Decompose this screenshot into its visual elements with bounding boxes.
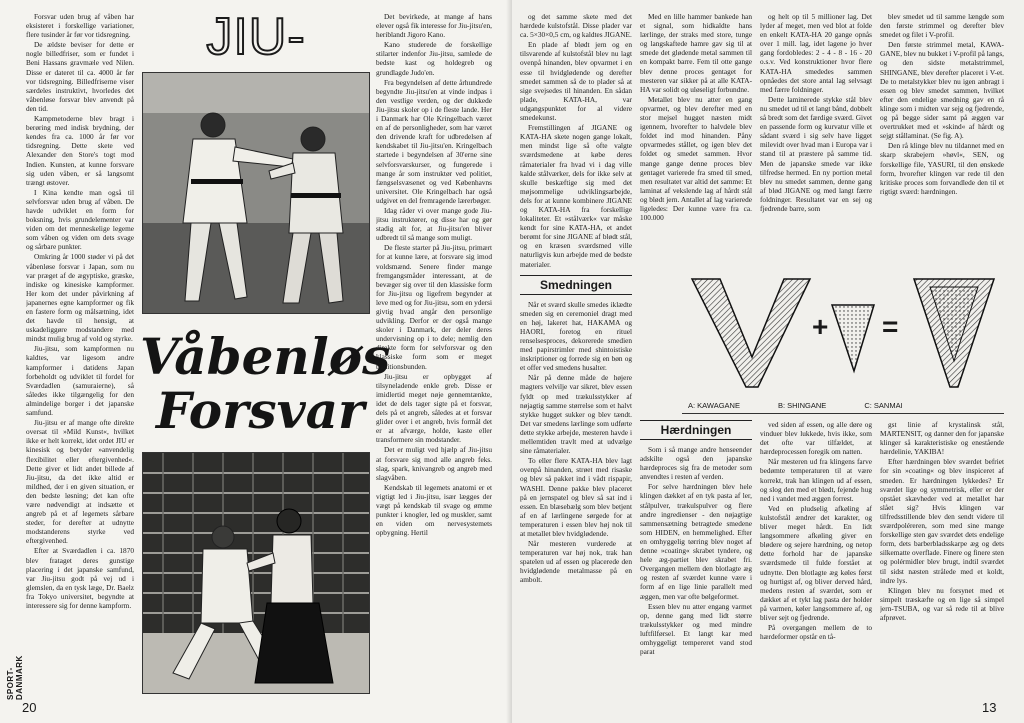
paragraph: Den første strimmel metal, KAWA-GANE, blev nu bukket i V-profil på langs, og den sidste metalstrimmel, SHINGANE, blev derefter placeret i V-et. De to metalstykker blev nu igen anbragt i essen og blev smedet sammen, hvilket efter den endelige smedning gav en rå klinge som i midten var sejg og fjedrende, og på begge sider samt på æggen var overtrukket med et »skind« af hårdt og sejgt stållaminat. (Se fig. A). [880, 40, 1004, 141]
paragraph: To eller flere KATA-HA blev lagt ovenpå hinanden, strøet med risaske og blev så pakket ind i vådt rispapir, WASHI. Denne pakke blev placeret på en jernspatel og blev så sat ind i essen. En blæsebælg som blev betjent af en af lærlingene sørgede for at temperaturen i essen blev høj nok til at metallet blev hvidglødende. [520, 456, 632, 538]
paragraph: Når et sværd skulle smedes iklædte smeden sig en ceremoniel dragt med en høj, lakeret hat, HAKAMA og HAORI, foretog en rituel renselsesproces, dekorerede smedien med papirstrimler med shintoistiske inskriptioner og forrede sig en bøn og et offer ved smedens husalter. [520, 299, 632, 373]
magazine-masthead: SPORT-DANMARK [6, 655, 24, 700]
paragraph: En plade af blødt jern og en tilsvarende af kulstofstål blev nu lagt ovenpå hinanden, blev opvarmet i en esse til hvidglødende og derefter smedet sammen så de to plader så at sige svejsedes til hinanden. En sådan plade, KATA-HA, var udgangspunktet for al videre smedekunst. [520, 40, 632, 123]
paragraph: Fremstillingen af JIGANE og KATA-HA skete nogen gange lokalt, men mindst lige så ofte valgte sværdsmedene at købe deres råmaterialer fra hvad vi i dag ville kalde stålværker, dels for ikke selv at skulle beskæftige sig med det møjsommelige udviklingsarbejde, dels for at kunne kombinere JIGANE og KATA-HA fra forskellige lokaliteter. Et »stålværk« var måske kendt for sine KATA-HA, et andet berømt for sine JIGANE af blødt stål, og en kræsen sværdsmed ville naturligvis kun arbejde med de bedste materialer. [520, 123, 632, 269]
right-column-1 [520, 12, 632, 697]
paragraph: Kano studerede de forskellige stilarter indenfor Jiu-jitsu, samlede de bedste kast og holdegreb og grundlagde Judo'en. [376, 40, 492, 77]
subtitle-line-1: Våbenløs [140, 327, 391, 386]
right-page [512, 0, 1024, 723]
paragraph: Dette laminerede stykke stål blev nu smedet ud til et langt bånd, dobbelt så bredt som det færdige sværd. Givet en passende form og kurvatur ville et sådant sværd i sig selv have ligget milevidt over hvad man i Europa var i stand til at præstere på samme tid. Men de japanske smede var ikke tilfredse hermed. En ny portion metal blev nu smedet sammen, denne gang af blød JIGANE og med langt færre foldninger. Resultatet var en sej og fjedrende barre, som [760, 94, 872, 213]
photo-dojo-demonstration [142, 452, 370, 694]
paragraph: Kendskab til legemets anatomi er et vigtigt led i Jiu-jitsu, især lægges der vægt på kendskab til svage og ømme punkter i knogler, led og muskler, samt en viden om nervesystemets opbygning. Hertil [376, 482, 492, 538]
left-column-1 [26, 12, 134, 697]
paragraph: Kampmetoderne blev bragt i berøring med indisk brydning, der kendes fra ca. 1000 år før vor tidsregning. Dette skete ved Alexander den Store's togt mod Indien. Kunsten, at kunne forsvare sig uden våben, er så langsomt trængt østover. [26, 114, 134, 187]
paragraph: Med en lille hammer bankede han et signal, som hidkaldte hans lærlinge, der straks med store, tunge og langskaftede hamre gav sig til at smede det glødende metal sammen til en kompakt barre. Fem til otte gange blev denne proces gentaget for mesteren var sikker på at alle KATA-HA var solidt og uløseligt forbundne. [640, 12, 752, 94]
article-title: JIU- [206, 8, 306, 66]
paragraph: ved siden af essen, og alle døre og vinduer blev lukkede, hvis ikke, som det ofte var tilfældet, at hærdeprocessen foregik om natten. [760, 420, 872, 457]
paragraph: og det samme skete med det hærdede kulstofstål. Disse plader var ca. 5×30×0,5 cm, og kaldtes JIGANE. [520, 12, 632, 40]
paragraph: Når mesteren ud fra klingens farve bedømte temperaturen til at være korrekt, trak han klingen ud af essen, og slog den med et blødt, fejende hug ned i vandet med æggen forrest. [760, 457, 872, 503]
paragraph: Omkring år 1000 støder vi på det våbenløse forsvar i Japan, som nu var præget af de ægyptiske, græske, indiske og kinesiske kampformer. Her kom det under påvirkning af japanernes egne kampformer og fik en fastere form og målsætning, idet det havde til hensigt, at uskadeliggøre modstandere med mindst mulig brug af vold og styrke. [26, 252, 134, 344]
paragraph: Forsvar uden brug af våben har eksisteret i forskellige variationer, flere tusinder år før vor tidsregning. [26, 12, 134, 40]
paragraph: Efter hærdningen blev sværdet befriet for sin »coating« og blev inspiceret af smeden. Er hærdningen lykkedes? Er sværdet lige og symmetrisk, eller er der opstået skævheder ved at metallet har slået sig? Hvis klingen var tilfredsstillende blev den sendt videre til sværdpoléreren, som med sine mange forskellige sten gav sværdet dets endelige form, dets barberbladsskarpe æg og dets silkematte overflade. Finere og finere sten og polérmidler blev brugt, indtil sværdet til sidst næsten strålede med et koldt, indre lys. [880, 457, 1004, 585]
paragraph: I Kina kendte man også til selvforsvar uden brug af våben. De havde udviklet en form for boksning, hvis grundelementer var viden om det menneskelige legeme som våben og viden om dets svage og sårbare punkter. [26, 187, 134, 252]
caption-a: A: KAWAGANE [688, 401, 740, 410]
paragraph: Metallet blev nu atter en gang opvarmet, og blev derefter med en stor mejsel hugget næsten midt igennem, hvorefter to halvdele blev foldet ind mod hinanden. Påny opvarmedes stållet, og igen blev det foldet og smedet sammen. Hvor mange gange denne proces blev gentaget varierede fra smed til smed, men resultatet var altid det samme: Et laminat af vekslende lag af hårdt stål og blødt jern. Antallet af lag varierede ligeledes: Der kunne være fra ca. 100.000 [640, 94, 752, 223]
photo-jiujitsu-fighters [142, 72, 370, 314]
article-subtitle [140, 327, 391, 440]
diagram-caption [682, 401, 1004, 410]
paragraph: blev smedet ud til samme længde som den første strimmel og derefter blev smedet og filet i V-profil. [880, 12, 1004, 40]
paragraph: De fleste starter på Jiu-jitsu, primært for at kunne lære, at forsvare sig imod voldsmænd. Senere finder mange fremgangsmåder interessant, at de bevæger sig over til den klassiske form for Jiu-jitsu og ligefrem begynder at leve med og for Jiu-jitsu, som en ydersi givtig hvad angår den personlige udvikling. Derfor er der også mange skoler i Danmark, der deler deres undervisning op i to dele; nemlig den direkte form for selvforsvar og den klassiske form som er meget traditionsbunden. [376, 243, 492, 371]
paragraph: Ved en pludselig afkøling af kulstofstål ændrer det karakter, og bliver meget hårdt. En lidt langsommere afkøling giver en blødere og sejere hærdning, og netop dette forhold har de japanske sværdsmede til fulde forstået at udnytte. Den blotlagte æg køles først og hurtigst af, og bliver derved hård, medens resten af sværdet, som er dækket af et tykt lag pasta der holder på varmen, køler langsommere af, og bliver sejt og fjedrende. [760, 503, 872, 622]
page-number-right: 13 [982, 700, 997, 715]
paragraph: Når på denne måde de højere magters velvilje var sikret, blev essen fyldt op med trækulsstykker af nøjagtig samme størrelse som et halvt stykke hugget sukker og blev tændt. Det var smedens lærlinge som udførte dette stykke arbejde, mesteren havde i mellemtiden travlt med at udvælge sine råmaterialer. [520, 373, 632, 456]
paragraph: Essen blev nu atter engang varmet op, denne gang med lidt større trækulsstykker og med mindre luftfilførsel. Et langt kar med omhyggeligt tempereret vand stod parat [640, 601, 752, 657]
paragraph: Det bevirkede, at mange af hans elever også fik interesse for Jiu-jitsu'en, heriblandt Jigoro Kano. [376, 12, 492, 40]
paragraph: De ældste beviser for dette er nogle billedfriser, som er fundet i Beni Hassans gravmæle ved Nilen. Disse er dateret til ca. 4000 år før vor tidsregning. Billedfriserne viser særdeles instruktivt, hvorledes det våbenløse forsvar blev anvendt på den tid. [26, 40, 134, 113]
right-column-4 [880, 12, 1004, 262]
paragraph: Den rå klinge blev nu tildannet med en skarp skrabejern »høvl«, SEN, og forskellige file, YASURI, til den ønskede form, hvorefter klingen var rede til den kritiske proces som forvandlede den til et rigtigt sværd: hærdningen. [880, 141, 1004, 196]
caption-c: C: SANMAI [864, 401, 903, 410]
paragraph: Det er muligt ved hjælp af Jiu-jitsu at forsvare sig mod alle angreb feks. slag, spark, knivangreb og angreb med slagvåben. [376, 445, 492, 482]
paragraph: Når mesteren vurderede at temperaturen var høj nok, trak han spatelen ud af essen og placerede den hvidglødende metalmasse på en ambolt. [520, 539, 632, 585]
blade-cross-section-diagram [682, 265, 1004, 414]
section-heading-smedningen: Smedningen [520, 275, 632, 295]
paragraph: For selve hærdningen blev hele klingen dækket af en tyk pasta af ler, stålpulver, trækulspulver og flere andre ingredienser - den nøjagtige sammensætning betragtede smedene som HIDEN, en hemmelighed. Efter en omhyggelig tørring blev noget af denne »coating« skrabet tyndere, og hele æg-partiet blev skrabet fri. Overgangen mellem den blotlagte æg og resten af sværdet kunne være i form af en lige linie parallelt med æggen, men var ofte bølgeformet. [640, 482, 752, 601]
paragraph: Efter at Sværdadlen i ca. 1870 blev frataget deres gunstige placering i det japanske samfund, var Jiu-jitsu godt på vej ud i glemslen, da en tysk læge, Dr. Baelz fra Tokyo universitet, begyndte at interessere sig for denne kampform. [26, 546, 134, 610]
right-column-2 [640, 12, 752, 262]
caption-b: B: SHINGANE [777, 401, 827, 410]
paragraph: Fra begyndelsen af dette århundrede begyndte Jiu-jitsu'en at vinde indpas i den vestlige verden, og der dukkede Jiu-jitsu skoler op i de fleste lande. Her i Danmark har Ole Kringelbach været en af de personligheder, som har været den drivende kraft for udbredelsen af kendskabet til Jiu-jitsu'en. Kringelbach startede i begyndelsen af 30'erne sine selvforsvarskurser, og fungerede i mange år som instruktør ved politiet, fængselsvæsenet og ved Københavns universitet. Ole Kringelbach har også udgivet en del fremragende lærerbøger. [376, 77, 492, 205]
paragraph: Som i så mange andre henseender adskilte også den japanske hærdeproces sig fra de metoder som anvendtes i resten af verden. [640, 445, 752, 482]
subtitle-line-2: Forsvar [156, 381, 365, 440]
paragraph: På overgangen mellem de to hærdeformer opstår en tå- [760, 623, 872, 642]
kawagane-profile [692, 279, 810, 387]
shingane-profile [832, 305, 874, 371]
left-column-2 [376, 12, 492, 697]
equals-sign: = [882, 311, 899, 342]
paragraph: Jiu-jitsu er af mange ofte direkte oversat til »Mild Kunst«, hvilket ikke er helt korrekt, idet ordet JIU er kinesisk og betyder »anvendelig flexibilitet eller eftergivenhed«. Dette giver et lidt andet billede af Jiu-jitsu, da det ikke altid er mildhed, der i en given situation, er den bedste løsning; det kan ofte være nødvendigt at indsætte et angreb på et af legemets sårbare steder, for derefter at udnytte modstanderens styrke ved eftergivenhed. [26, 418, 134, 546]
right-column-5 [640, 420, 752, 698]
right-column-7 [880, 420, 1004, 698]
plus-sign: + [812, 311, 829, 342]
paragraph: Jiu-jitsu er opbygget af tilsyneladende enkle greb. Disse er imidlertid meget nøje gennemtænkte, idet de dels tager sigte på et forsvar, dels på et angreb, således at et forsvar glider over i et angreb, hvis formål det er at afværge, holde, kaste eller transformere sin modstander. [376, 371, 492, 445]
section-heading-haerdningen: Hærdningen [640, 420, 752, 440]
paragraph: Klingen blev nu forsynet med et simpelt træskæfte og en lige så simpel jern-TSUBA, og var så rede til at blive afprøvet. [880, 585, 1004, 622]
paragraph: Jiu-jitsu, som kampformen nu kaldtes, var ligesom andre kampformer i datidens Japan forbeholdt og udviklet til fordel for Sværdadlen (samuraierne), så således ikke tilgængelig for den almindelige borger i det japanske samfund. [26, 344, 134, 418]
right-column-3 [760, 12, 872, 262]
page-number-left: 20 [22, 700, 37, 715]
paragraph: Idag råder vi over mange gode Jiu-jitsu instruktører, og disse har og gør stadig alt for, at Jiu-jitsu'en bliver udbredt til så mange som muligt. [376, 205, 492, 243]
right-column-6 [760, 420, 872, 698]
paragraph: og helt op til 5 millioner lag. Det lyder af meget, men ved blot at folde en enkelt KATA-HA 20 gange opnås over 1 mill. lag, idet lagene jo hver gang fordobledes: 2 - 4 - 8 - 16 - 20 o.s.v. Ved konstruktioner hvor flere KATA-HA smededes sammen opnåedes det store antal lag selvsagt med færre foldninger. [760, 12, 872, 94]
paragraph: gst linie af krystalinsk stål, MARTENSIT, og danner den for japanske klinger så karakteristiske og enestående hærdelinie, YAKIBA! [880, 420, 1004, 457]
blade-profiles-svg [682, 265, 1004, 395]
